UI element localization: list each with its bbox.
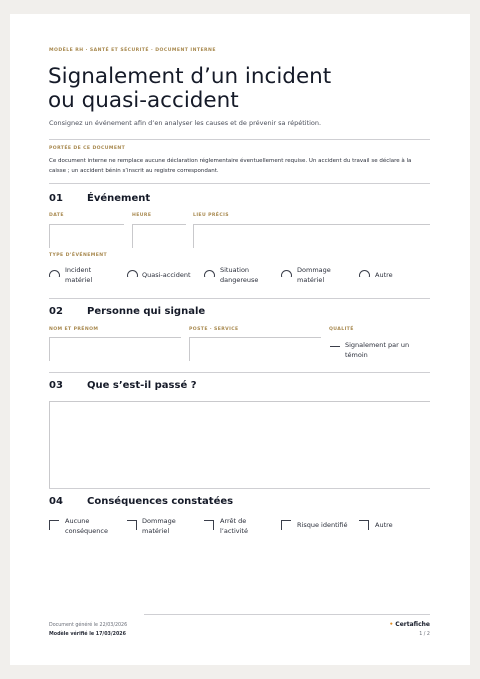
time-field[interactable]	[132, 224, 186, 248]
date-label: DATE	[49, 213, 64, 218]
section-1-title: Événement	[87, 193, 151, 204]
document-page	[10, 14, 470, 665]
page-number: 1 / 2	[419, 632, 430, 637]
page-title	[48, 65, 428, 113]
radio-autre[interactable]	[359, 270, 372, 277]
option-aucune-consequence: Aucune conséquence	[65, 517, 108, 535]
place-field[interactable]	[193, 224, 430, 248]
section-4-title: Conséquences constatées	[87, 496, 234, 507]
time-label: HEURE	[132, 213, 152, 218]
divider	[49, 488, 430, 489]
option-autre-consequence: Autre	[375, 521, 393, 529]
footer-divider	[144, 614, 430, 615]
divider	[49, 183, 430, 184]
document-kicker: MODÈLE RH · SANTÉ ET SÉCURITÉ · DOCUMENT INTERNE	[49, 48, 216, 53]
divider	[49, 298, 430, 299]
radio-situation-dangereuse[interactable]	[204, 270, 217, 277]
footer-generated: Document généré le 22/03/2026	[49, 623, 128, 628]
brand-logo: • Certafiche	[389, 621, 430, 628]
checkbox-aucune-consequence[interactable]	[49, 520, 59, 530]
event-type-label: TYPE D’ÉVÉNEMENT	[49, 253, 108, 258]
quality-value: Signalement par un témoin	[345, 341, 410, 359]
post-label: POSTE · SERVICE	[189, 327, 239, 332]
option-situation-dangereuse: Situation dangereuse	[220, 266, 259, 284]
page-subtitle: Consignez un événement afin d’en analyser les causes et de prévenir sa répétition.	[49, 119, 322, 127]
description-textarea[interactable]	[49, 401, 430, 488]
post-field[interactable]	[189, 337, 321, 361]
option-autre: Autre	[375, 271, 393, 279]
section-2-number: 02	[49, 306, 63, 317]
divider	[49, 372, 430, 373]
checkbox-arret-activite[interactable]	[204, 520, 214, 530]
scope-label: PORTÉE DE CE DOCUMENT	[49, 146, 126, 151]
checkbox-dommage-materiel[interactable]	[127, 520, 137, 530]
option-dommage-materiel: Dommage matériel	[297, 266, 331, 284]
radio-dommage-materiel[interactable]	[281, 270, 294, 277]
checkbox-autre-consequence[interactable]	[359, 520, 369, 530]
quality-label: QUALITÉ	[329, 327, 354, 332]
footer-verified: Modèle vérifié le 17/03/2026	[49, 632, 126, 637]
quality-marker[interactable]	[330, 346, 340, 347]
option-risque-identifie: Risque identifié	[297, 521, 348, 529]
section-1-number: 01	[49, 193, 63, 204]
name-field[interactable]	[49, 337, 181, 361]
place-label: LIEU PRÉCIS	[193, 213, 229, 218]
date-field[interactable]	[49, 224, 124, 248]
option-quasi-accident: Quasi-accident	[142, 271, 191, 279]
divider	[49, 139, 430, 140]
scope-text: Ce document interne ne remplace aucune déclaration réglementaire éventuellement requise. Un accident du travail se déclare à la caisse ; un accident bénin s’inscrit au registre correspondant.	[49, 158, 412, 174]
section-3-number: 03	[49, 380, 63, 391]
radio-incident-materiel[interactable]	[49, 270, 62, 277]
option-arret-activite: Arrêt de l’activité	[220, 517, 248, 535]
option-incident-materiel: Incident matériel	[65, 266, 93, 284]
option-dommage-materiel-consequence: Dommage matériel	[142, 517, 176, 535]
title-line-2: ou quasi-accident	[48, 88, 239, 113]
title-line-1: Signalement d’un incident	[48, 64, 332, 89]
radio-quasi-accident[interactable]	[127, 270, 140, 277]
checkbox-risque-identifie[interactable]	[281, 520, 291, 530]
section-4-number: 04	[49, 496, 63, 507]
section-2-title: Personne qui signale	[87, 306, 206, 317]
section-3-title: Que s’est-il passé ?	[87, 380, 197, 391]
name-label: NOM ET PRÉNOM	[49, 327, 99, 332]
